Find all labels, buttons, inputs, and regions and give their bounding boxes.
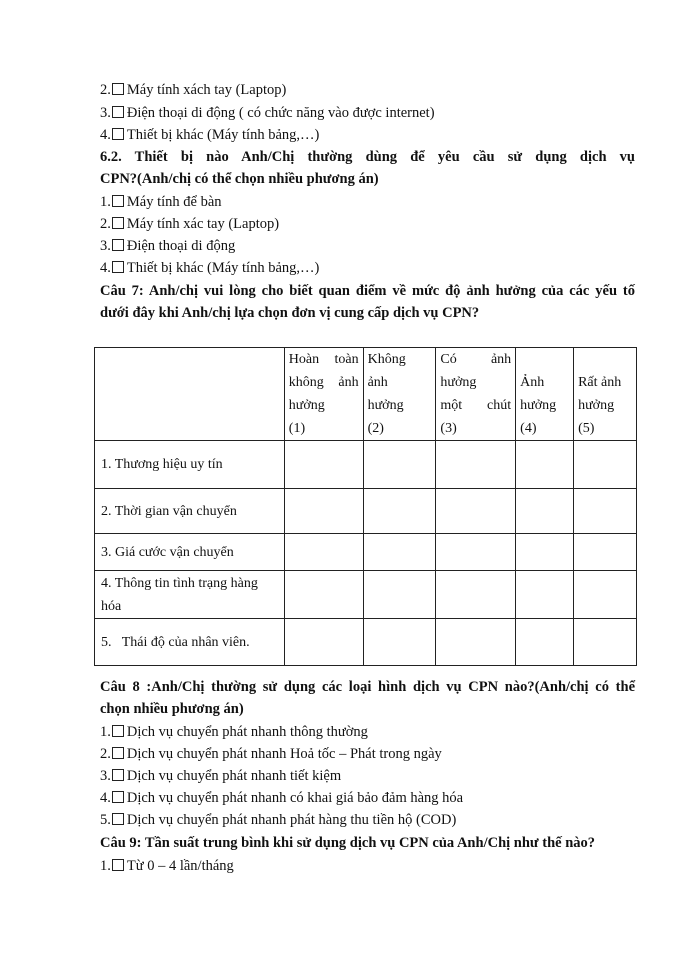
- header-scale-3: Có ảnh hưởng một chút (3): [436, 348, 516, 441]
- rating-cell[interactable]: [436, 534, 516, 571]
- checkbox[interactable]: [112, 239, 124, 251]
- rating-cell[interactable]: [516, 489, 574, 534]
- rating-table: [94, 347, 637, 666]
- option-6-2-other: 4. Thiết bị khác (Máy tính bảng,…): [100, 260, 320, 276]
- rating-cell[interactable]: [363, 619, 436, 666]
- rating-cell[interactable]: [363, 534, 436, 571]
- header-scale-2: Không ảnh hưởng (2): [363, 348, 436, 441]
- rating-cell[interactable]: [436, 571, 516, 619]
- checkbox[interactable]: [112, 217, 124, 229]
- option-8-express: 2. Dịch vụ chuyển phát nhanh Hoả tốc – Phát trong ngày: [100, 746, 442, 762]
- rating-cell[interactable]: [574, 619, 637, 666]
- rating-cell[interactable]: [574, 489, 637, 534]
- rating-cell[interactable]: [574, 571, 637, 619]
- rating-cell[interactable]: [516, 441, 574, 489]
- checkbox[interactable]: [112, 261, 124, 273]
- rating-cell[interactable]: [284, 489, 363, 534]
- header-scale-4: Ảnh hưởng (4): [516, 348, 574, 441]
- rating-cell[interactable]: [436, 489, 516, 534]
- rating-cell[interactable]: [574, 441, 637, 489]
- option-6-2-phone: 3. Điện thoại di động: [100, 238, 236, 254]
- factor-tracking: 4. Thông tin tình trạng hàng hóa: [95, 571, 285, 619]
- checkbox[interactable]: [112, 747, 124, 759]
- checkbox[interactable]: [112, 128, 124, 140]
- question-6-2: 6.2. Thiết bị nào Anh/Chị thường dùng để yêu cầu sử dụng dịch vụ CPN?(Anh/chị có thể chọn nhiều phương án): [100, 149, 635, 187]
- checkbox[interactable]: [112, 813, 124, 825]
- table-row: [95, 534, 637, 571]
- rating-cell[interactable]: [516, 619, 574, 666]
- header-scale-5: Rất ảnh hưởng (5): [574, 348, 637, 441]
- table-row: [95, 571, 637, 619]
- question-7: Câu 7: Anh/chị vui lòng cho biết quan điểm về mức độ ảnh hưởng của các yếu tố dưới đây khi Anh/chị lựa chọn đơn vị cung cấp dịch vụ CPN?: [100, 283, 635, 321]
- factor-delivery-time: 2. Thời gian vận chuyển: [95, 489, 285, 534]
- header-scale-1: Hoàn toàn không ảnh hưởng (1): [284, 348, 363, 441]
- rating-cell[interactable]: [436, 441, 516, 489]
- option-6-2-desktop: 1. Máy tính để bàn: [100, 194, 222, 210]
- rating-cell[interactable]: [436, 619, 516, 666]
- rating-cell[interactable]: [284, 571, 363, 619]
- header-empty-cell: [95, 348, 285, 441]
- checkbox[interactable]: [112, 106, 124, 118]
- rating-cell[interactable]: [284, 534, 363, 571]
- table-row: [95, 619, 637, 666]
- question-9: Câu 9: Tần suất trung bình khi sử dụng dịch vụ CPN của Anh/Chị như thế nào?: [100, 835, 596, 851]
- checkbox[interactable]: [112, 791, 124, 803]
- option-6-1-laptop: 2. Máy tính xách tay (Laptop): [100, 82, 287, 98]
- option-8-standard: 1. Dịch vụ chuyển phát nhanh thông thường: [100, 724, 368, 740]
- rating-cell[interactable]: [363, 489, 436, 534]
- checkbox[interactable]: [112, 83, 124, 95]
- checkbox[interactable]: [112, 859, 124, 871]
- rating-cell[interactable]: [363, 571, 436, 619]
- option-6-1-other: 4. Thiết bị khác (Máy tính bảng,…): [100, 127, 320, 143]
- table-row: [95, 441, 637, 489]
- factor-brand: 1. Thương hiệu uy tín: [95, 441, 285, 489]
- option-6-1-phone: 3. Điện thoại di động ( có chức năng vào được internet): [100, 105, 435, 121]
- checkbox[interactable]: [112, 195, 124, 207]
- option-9-0-4: 1. Từ 0 – 4 lần/tháng: [100, 858, 234, 874]
- option-6-2-laptop: 2. Máy tính xác tay (Laptop): [100, 216, 280, 232]
- option-8-cod: 5. Dịch vụ chuyển phát nhanh phát hàng thu tiền hộ (COD): [100, 812, 457, 828]
- checkbox[interactable]: [112, 725, 124, 737]
- option-8-insured: 4. Dịch vụ chuyển phát nhanh có khai giá bảo đảm hàng hóa: [100, 790, 464, 806]
- question-8: Câu 8 :Anh/Chị thường sử dụng các loại hình dịch vụ CPN nào?(Anh/chị có thể chọn nhiều phương án): [100, 679, 635, 717]
- rating-cell[interactable]: [574, 534, 637, 571]
- option-8-economy: 3. Dịch vụ chuyển phát nhanh tiết kiệm: [100, 768, 342, 784]
- rating-cell[interactable]: [284, 441, 363, 489]
- rating-cell[interactable]: [284, 619, 363, 666]
- factor-staff-attitude: 5. Thái độ của nhân viên.: [95, 619, 285, 666]
- rating-cell[interactable]: [363, 441, 436, 489]
- table-header-row: [95, 348, 637, 441]
- table-row: [95, 489, 637, 534]
- factor-price: 3. Giá cước vận chuyển: [95, 534, 285, 571]
- rating-cell[interactable]: [516, 534, 574, 571]
- rating-cell[interactable]: [516, 571, 574, 619]
- checkbox[interactable]: [112, 769, 124, 781]
